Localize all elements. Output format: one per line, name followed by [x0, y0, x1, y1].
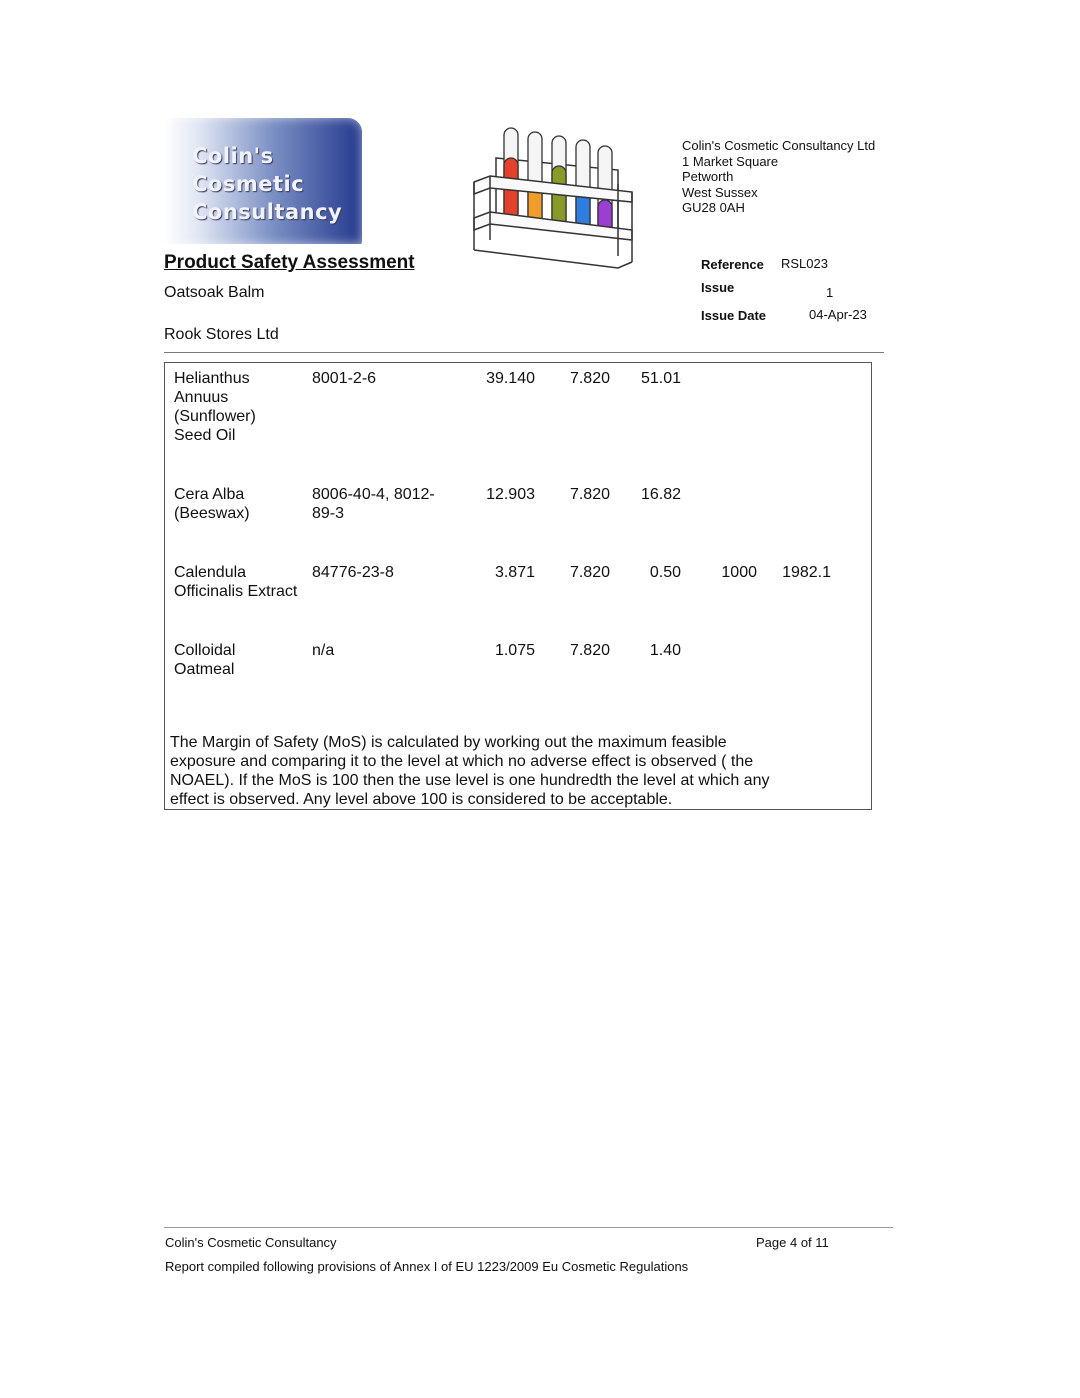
- address-line: Petworth: [682, 169, 734, 184]
- reference-label: Reference: [701, 257, 764, 272]
- table-cell-value: 1.40: [649, 642, 681, 659]
- ingredient-name-line: (Sunflower): [174, 408, 256, 425]
- cas-line: 8001-2-6: [312, 370, 377, 387]
- company-logo: [164, 118, 362, 244]
- table-row-ingredient: [174, 369, 256, 445]
- product-name: Oatsoak Balm: [164, 284, 265, 301]
- table-cell-value: 7.820: [569, 370, 610, 387]
- footer-divider: [164, 1227, 893, 1228]
- ingredient-name-line: (Beeswax): [174, 505, 250, 522]
- ingredient-name-line: Helianthus: [174, 370, 250, 387]
- table-cell-cas: [312, 641, 334, 660]
- header-divider: [164, 352, 884, 353]
- document-title: Product Safety Assessment: [164, 252, 415, 273]
- table-cell-value: 0.50: [649, 564, 681, 581]
- address-line: 1 Market Square: [682, 153, 779, 169]
- test-tube-rack-icon: [468, 122, 644, 270]
- table-row-ingredient: [174, 563, 297, 601]
- cas-line: 89-3: [312, 505, 345, 522]
- issue-label: Issue: [701, 280, 735, 295]
- table-cell-value: 39.140: [486, 370, 535, 387]
- ingredient-name-line: Annuus: [174, 389, 229, 406]
- issue-date-label: Issue Date: [701, 308, 767, 323]
- note-line: NOAEL). If the MoS is 100 then the use level is one hundredth the level at which any: [170, 772, 770, 789]
- logo-line-2: Cosmetic: [192, 172, 305, 196]
- note-line: The Margin of Safety (MoS) is calculated by working out the maximum feasible: [170, 734, 727, 751]
- ingredient-name-line: Oatmeal: [174, 661, 235, 678]
- margin-of-safety-note: [170, 733, 810, 809]
- table-cell-cas: [312, 485, 435, 523]
- table-cell-value: 12.903: [486, 486, 535, 503]
- cas-line: n/a: [312, 642, 335, 659]
- issue-value: 1: [826, 285, 834, 300]
- client-company: Rook Stores Ltd: [164, 326, 279, 343]
- reference-value: RSL023: [781, 256, 828, 271]
- table-cell-value: 1982.1: [782, 564, 831, 581]
- note-line: effect is observed. Any level above 100 is considered to be acceptable.: [170, 791, 673, 808]
- table-cell-cas: [312, 563, 394, 582]
- footer-company: Colin's Cosmetic Consultancy: [165, 1235, 337, 1250]
- table-row-ingredient: [174, 485, 250, 523]
- table-cell-cas: [312, 369, 376, 388]
- address-line: Colin's Cosmetic Consultancy Ltd: [682, 138, 876, 153]
- issue-date-value: 04-Apr-23: [809, 307, 867, 322]
- cas-line: 84776-23-8: [312, 564, 394, 581]
- table-cell-value: 7.820: [569, 642, 610, 659]
- note-line: exposure and comparing it to the level at which no adverse effect is observed ( the: [170, 753, 754, 770]
- ingredient-name-line: Seed Oil: [174, 427, 236, 444]
- company-address: [682, 138, 875, 216]
- cas-line: 8006-40-4, 8012-: [312, 486, 435, 503]
- table-cell-value: 51.01: [640, 370, 681, 387]
- table-cell-value: 7.820: [569, 486, 610, 503]
- address-line: GU28 0AH: [682, 200, 745, 215]
- ingredient-name-line: Cera Alba: [174, 486, 245, 503]
- ingredient-name-line: Officinalis Extract: [174, 583, 298, 600]
- table-row-ingredient: [174, 641, 235, 679]
- ingredient-name-line: Colloidal: [174, 642, 236, 659]
- table-cell-value: 16.82: [640, 486, 681, 503]
- footer-regulation-note: Report compiled following provisions of Annex I of EU 1223/2009 Eu Cosmetic Regulations: [165, 1259, 689, 1274]
- logo-text: [192, 142, 342, 226]
- table-cell-value: 3.871: [494, 564, 535, 581]
- logo-line-1: Colin's: [192, 144, 274, 168]
- table-cell-value: 1000: [721, 564, 757, 581]
- logo-line-3: Consultancy: [192, 200, 343, 224]
- address-line: West Sussex: [682, 184, 758, 200]
- table-cell-value: 1.075: [494, 642, 535, 659]
- page-number: Page 4 of 11: [756, 1235, 829, 1250]
- table-cell-value: 7.820: [569, 564, 610, 581]
- ingredient-name-line: Calendula: [174, 564, 247, 581]
